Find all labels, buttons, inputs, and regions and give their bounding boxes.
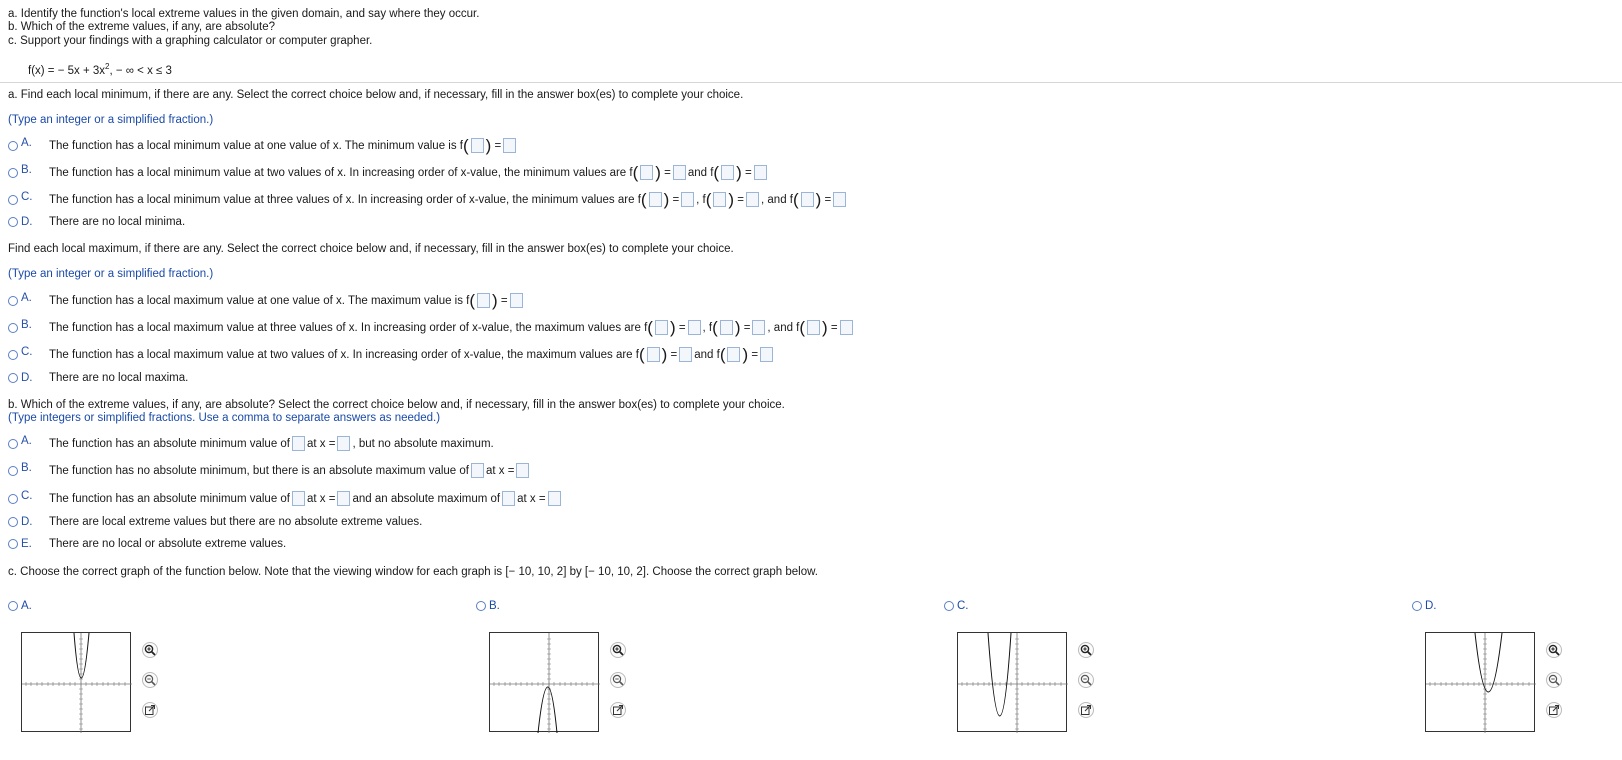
answer-box[interactable]: [471, 138, 484, 153]
graph-option-d[interactable]: D.: [1412, 600, 1437, 612]
zoom-in-icon[interactable]: [1078, 642, 1094, 658]
graph-c-plot: [958, 633, 1068, 733]
radio-button[interactable]: [1412, 601, 1422, 611]
function-lhs: f(x) = − 5x + 3x: [28, 64, 106, 77]
function-domain: , − ∞ < x ≤ 3: [109, 64, 172, 77]
local-min-option-a[interactable]: A. The function has a local minimum value at one value of x. The minimum value is f ( ) =: [8, 138, 518, 153]
zoom-out-icon[interactable]: [1546, 672, 1562, 688]
absolute-hint: (Type integers or simplified fractions. Use a comma to separate answers as needed.): [8, 412, 441, 424]
answer-box[interactable]: [337, 491, 350, 506]
radio-button[interactable]: [8, 141, 18, 151]
local-max-prompt: Find each local maximum, if there are any. Select the correct choice below and, if necessary, fill in the answer box(es) to complete your choice.: [8, 243, 734, 255]
function-exponent: 2: [105, 62, 110, 71]
local-min-hint: (Type an integer or a simplified fraction.): [8, 114, 214, 126]
popout-icon[interactable]: [610, 702, 626, 718]
answer-box[interactable]: [760, 347, 773, 362]
radio-button[interactable]: [476, 601, 486, 611]
zoom-in-icon[interactable]: [610, 642, 626, 658]
answer-box[interactable]: [548, 491, 561, 506]
answer-box[interactable]: [721, 165, 734, 180]
graph-option-c[interactable]: C.: [944, 600, 969, 612]
answer-box[interactable]: [754, 165, 767, 180]
graph-d: [1425, 632, 1535, 732]
radio-button[interactable]: [8, 168, 18, 178]
answer-box[interactable]: [655, 320, 668, 335]
graph-c: [957, 632, 1067, 732]
instruction-a: a. Identify the function's local extreme values in the given domain, and say where they occur.: [8, 8, 480, 20]
graph-a: [21, 632, 131, 732]
radio-button[interactable]: [8, 350, 18, 360]
radio-button[interactable]: [8, 217, 18, 227]
answer-box[interactable]: [673, 165, 686, 180]
graph-option-a[interactable]: A.: [8, 600, 32, 612]
graph-b: [489, 632, 599, 732]
answer-box[interactable]: [640, 165, 653, 180]
radio-button[interactable]: [8, 466, 18, 476]
answer-box[interactable]: [840, 320, 853, 335]
answer-box[interactable]: [720, 320, 733, 335]
absolute-option-c[interactable]: C. The function has an absolute minimum value of at x = and an absolute maximum of at x =: [8, 491, 563, 506]
answer-box[interactable]: [681, 192, 694, 207]
popout-icon[interactable]: [1078, 702, 1094, 718]
local-max-option-d[interactable]: D. There are no local maxima.: [8, 372, 188, 384]
answer-box[interactable]: [477, 293, 490, 308]
instruction-b: b. Which of the extreme values, if any, are absolute?: [8, 21, 275, 33]
radio-button[interactable]: [8, 539, 18, 549]
answer-box[interactable]: [713, 192, 726, 207]
answer-box[interactable]: [516, 463, 529, 478]
local-max-option-a[interactable]: A. The function has a local maximum value at one value of x. The maximum value is f ( ) =: [8, 293, 525, 308]
local-min-prompt: a. Find each local minimum, if there are any. Select the correct choice below and, if necessary, fill in the answer box(es) to complete your choice.: [8, 89, 744, 101]
answer-box[interactable]: [746, 192, 759, 207]
absolute-option-e[interactable]: E. There are no local or absolute extreme values.: [8, 538, 286, 550]
answer-box[interactable]: [649, 192, 662, 207]
answer-box[interactable]: [337, 436, 350, 451]
absolute-prompt: b. Which of the extreme values, if any, are absolute? Select the correct choice below and, if necessary, fill in the answer box(es) to complete your choice.: [8, 399, 785, 411]
local-max-option-b[interactable]: B. The function has a local maximum value at three values of x. In increasing order of x-value, the maximum values are f ( ) = , f ( ) = , and f ( ) =: [8, 320, 855, 335]
zoom-out-icon[interactable]: [1078, 672, 1094, 688]
absolute-option-d[interactable]: D. There are local extreme values but there are no absolute extreme values.: [8, 516, 422, 528]
absolute-option-b[interactable]: B. The function has no absolute minimum, but there is an absolute maximum value of at x =: [8, 463, 531, 478]
graph-a-plot: [22, 633, 132, 733]
radio-button[interactable]: [8, 373, 18, 383]
radio-button[interactable]: [8, 296, 18, 306]
radio-button[interactable]: [8, 494, 18, 504]
zoom-out-icon[interactable]: [610, 672, 626, 688]
radio-button[interactable]: [8, 195, 18, 205]
answer-box[interactable]: [292, 436, 305, 451]
answer-box[interactable]: [679, 347, 692, 362]
answer-box[interactable]: [833, 192, 846, 207]
answer-box[interactable]: [727, 347, 740, 362]
local-max-hint: (Type an integer or a simplified fraction.): [8, 268, 214, 280]
graph-prompt: c. Choose the correct graph of the function below. Note that the viewing window for each graph is [− 10, 10, 2] by [− 10, 10, 2]. Choose the correct graph below.: [8, 566, 818, 578]
popout-icon[interactable]: [142, 702, 158, 718]
zoom-in-icon[interactable]: [142, 642, 158, 658]
absolute-option-a[interactable]: A. The function has an absolute minimum value of at x = , but no absolute maximum.: [8, 436, 494, 451]
answer-box[interactable]: [471, 463, 484, 478]
answer-box[interactable]: [292, 491, 305, 506]
function-definition: [28, 62, 172, 77]
local-max-option-c[interactable]: C. The function has a local maximum value at two values of x. In increasing order of x-value, the maximum values are f ( ) = and f ( ) =: [8, 347, 775, 362]
local-min-option-b[interactable]: B. The function has a local minimum value at two values of x. In increasing order of x-value, the minimum values are f ( ) = and f ( ) =: [8, 165, 769, 180]
local-min-option-d[interactable]: D. There are no local minima.: [8, 216, 185, 228]
zoom-out-icon[interactable]: [142, 672, 158, 688]
graph-b-plot: [490, 633, 600, 733]
answer-box[interactable]: [807, 320, 820, 335]
answer-box[interactable]: [688, 320, 701, 335]
radio-button[interactable]: [8, 323, 18, 333]
divider: [0, 82, 1622, 83]
radio-button[interactable]: [8, 517, 18, 527]
answer-box[interactable]: [510, 293, 523, 308]
answer-box[interactable]: [647, 347, 660, 362]
radio-button[interactable]: [944, 601, 954, 611]
local-min-option-c[interactable]: C. The function has a local minimum value at three values of x. In increasing order of x-value, the minimum values are f ( ) = , f ( ) = , and f ( ) =: [8, 192, 848, 207]
popout-icon[interactable]: [1546, 702, 1562, 718]
zoom-in-icon[interactable]: [1546, 642, 1562, 658]
answer-box[interactable]: [801, 192, 814, 207]
answer-box[interactable]: [503, 138, 516, 153]
answer-box[interactable]: [752, 320, 765, 335]
radio-button[interactable]: [8, 601, 18, 611]
graph-option-b[interactable]: B.: [476, 600, 500, 612]
answer-box[interactable]: [502, 491, 515, 506]
instruction-c: c. Support your findings with a graphing calculator or computer grapher.: [8, 35, 373, 47]
graph-d-plot: [1426, 633, 1536, 733]
radio-button[interactable]: [8, 439, 18, 449]
